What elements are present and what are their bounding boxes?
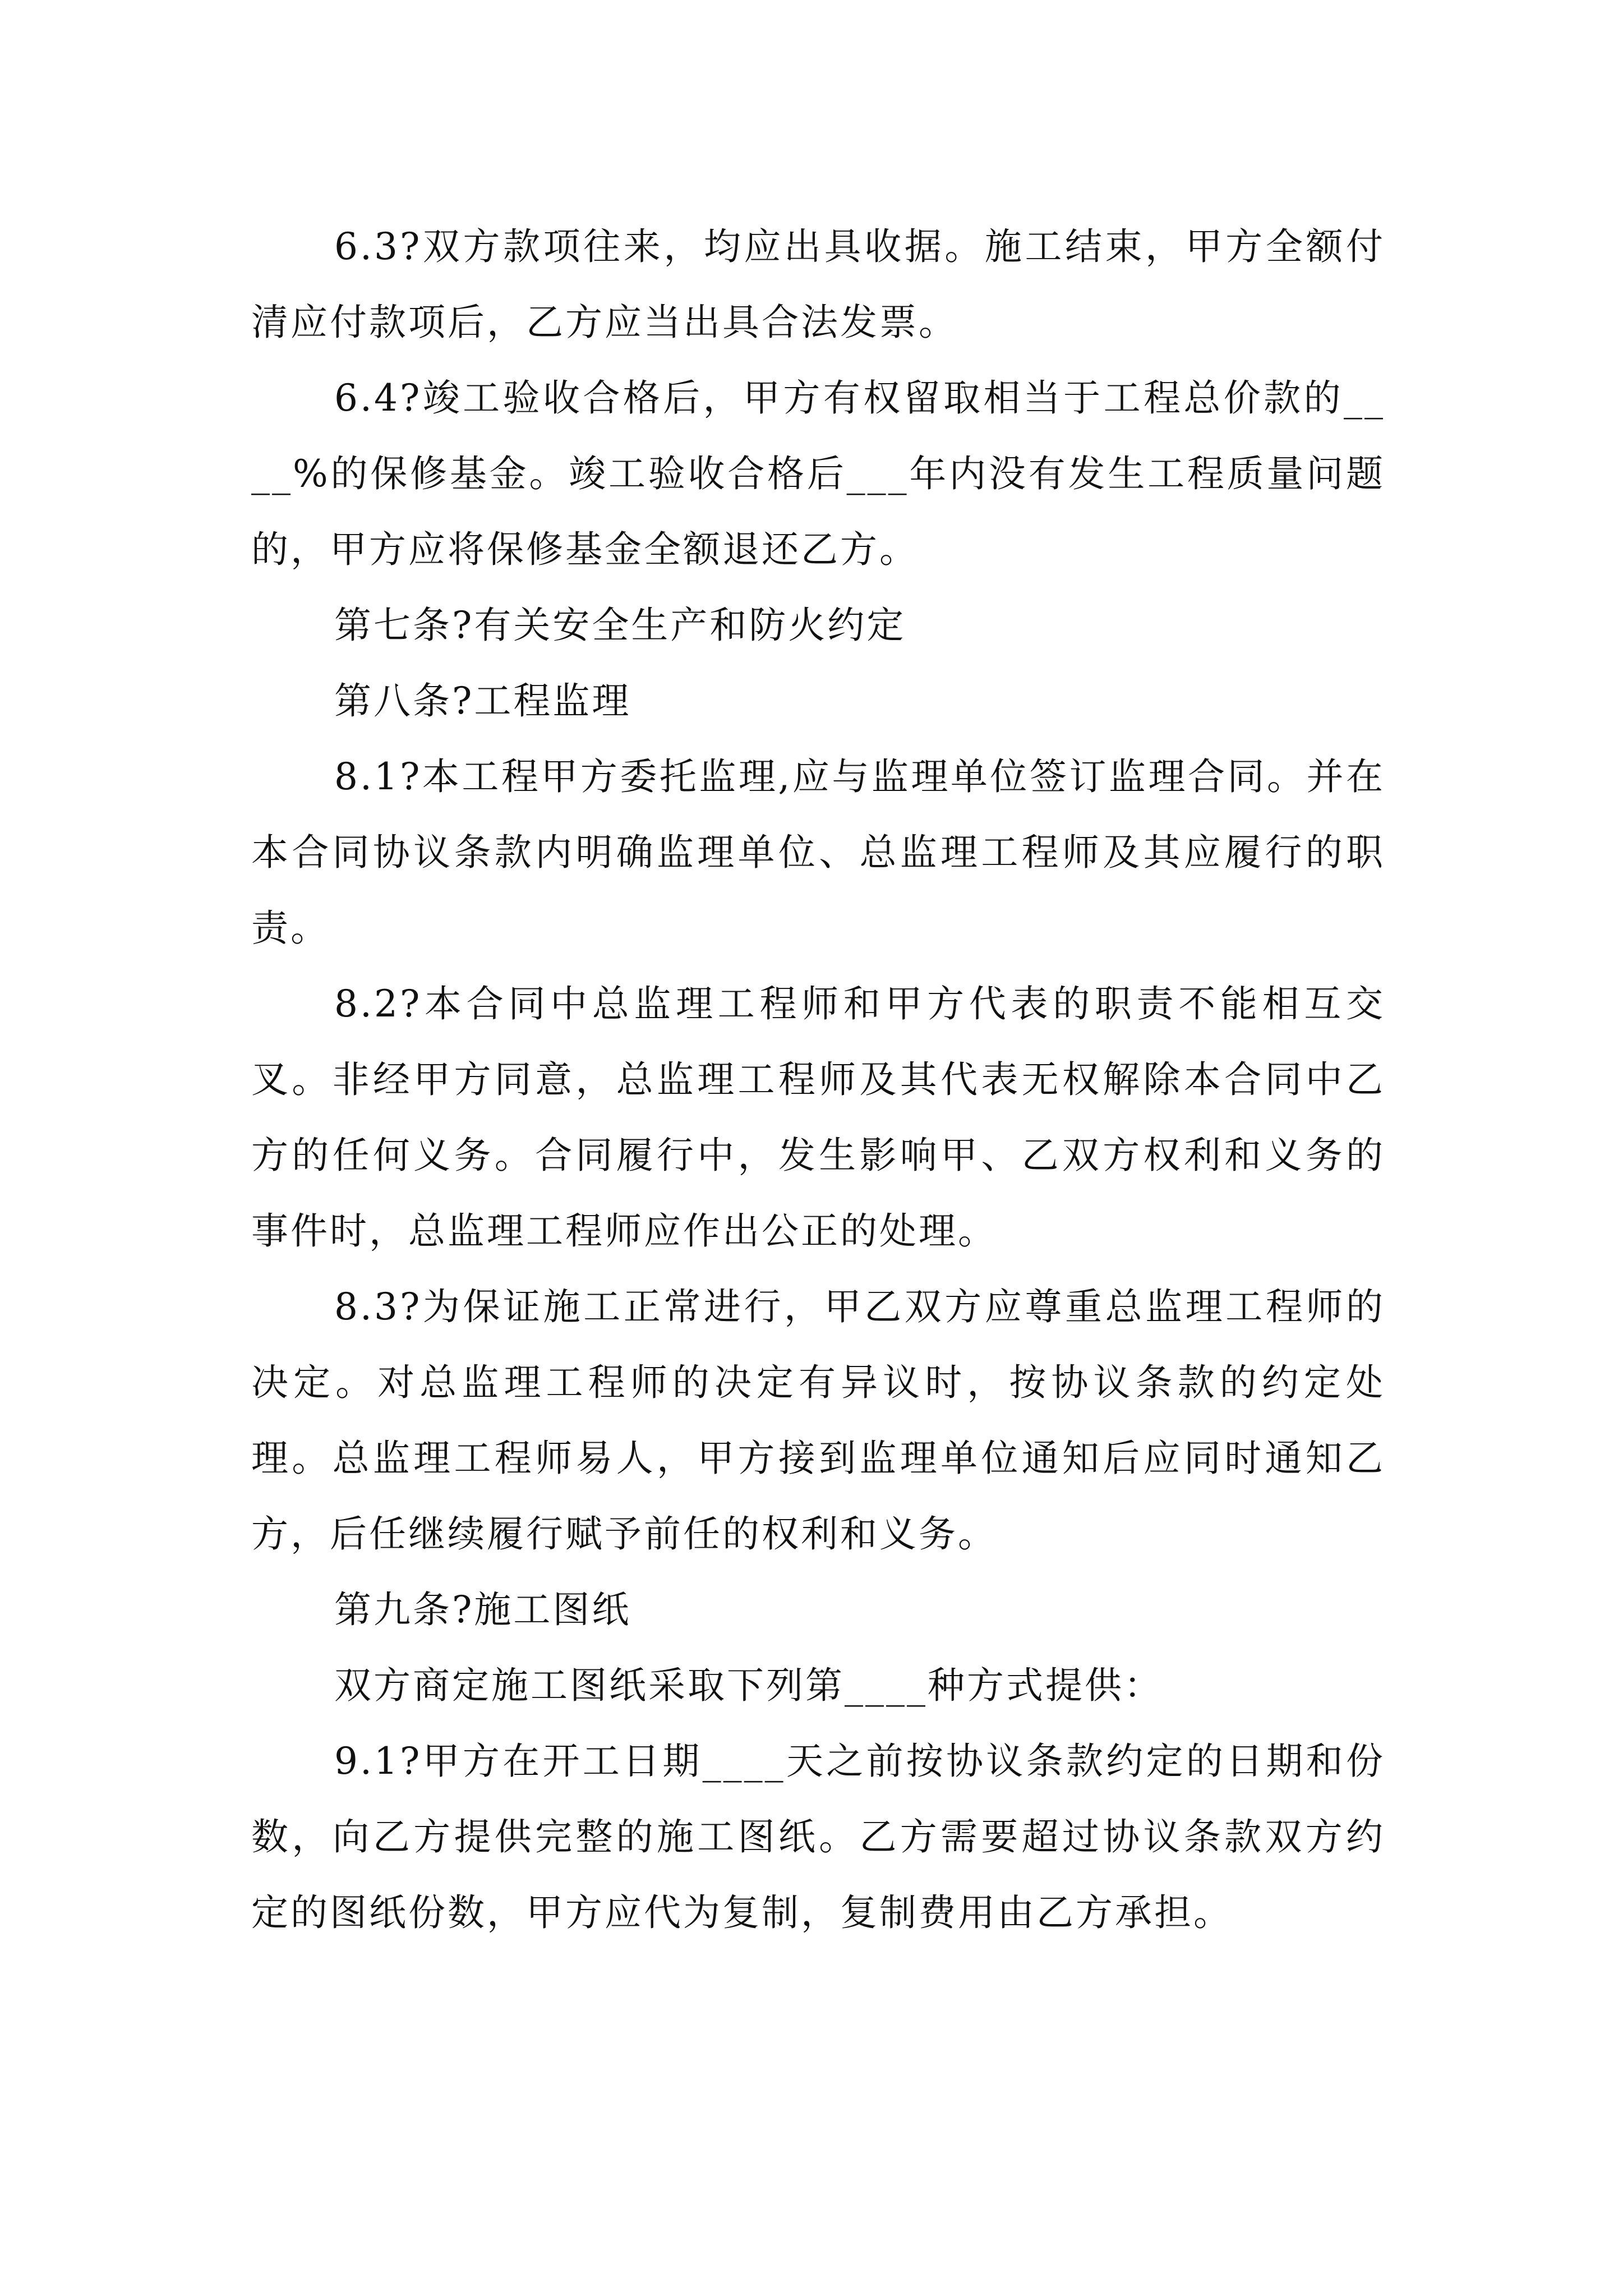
article-9-intro: 双方商定施工图纸采取下列第____种方式提供：	[334, 1664, 1163, 1707]
document-body	[251, 209, 1385, 1950]
clause-9-1: 9.1?甲方在开工日期____天之前按协议条款约定的日期和份数，向乙方提供完整的施工图纸。乙方需要超过协议条款双方约定的图纸份数，甲方应代为复制，复制费用由乙方承担。	[251, 1740, 1385, 1934]
clause-8-3: 8.3?为保证施工正常进行，甲乙双方应尊重总监理工程师的决定。对总监理工程师的决定有异议时，按协议条款的约定处理。总监理工程师易人，甲方接到监理单位通知后应同时通知乙方，后任继续履行赋予前任的权利和义务。	[251, 1285, 1385, 1556]
article-8-heading: 第八条?工程监理	[334, 679, 631, 723]
clause-6-3: 6.3?双方款项往来，均应出具收据。施工结束，甲方全额付清应付款项后，乙方应当出具合法发票。	[251, 225, 1385, 344]
article-7-heading: 第七条?有关安全生产和防火约定	[334, 604, 906, 647]
clause-6-4: 6.4?竣工验收合格后，甲方有权留取相当于工程总价款的____%的保修基金。竣工验收合格后___年内没有发生工程质量问题的，甲方应将保修基金全额退还乙方。	[251, 376, 1385, 571]
clause-8-1: 8.1?本工程甲方委托监理,应与监理单位签订监理合同。并在本合同协议条款内明确监理单位、总监理工程师及其应履行的职责。	[251, 755, 1385, 950]
article-9-heading: 第九条?施工图纸	[334, 1588, 631, 1631]
clause-8-2: 8.2?本合同中总监理工程师和甲方代表的职责不能相互交叉。非经甲方同意，总监理工程师及其代表无权解除本合同中乙方的任何义务。合同履行中，发生影响甲、乙双方权利和义务的事件时，总监理工程师应作出公正的处理。	[251, 982, 1385, 1253]
